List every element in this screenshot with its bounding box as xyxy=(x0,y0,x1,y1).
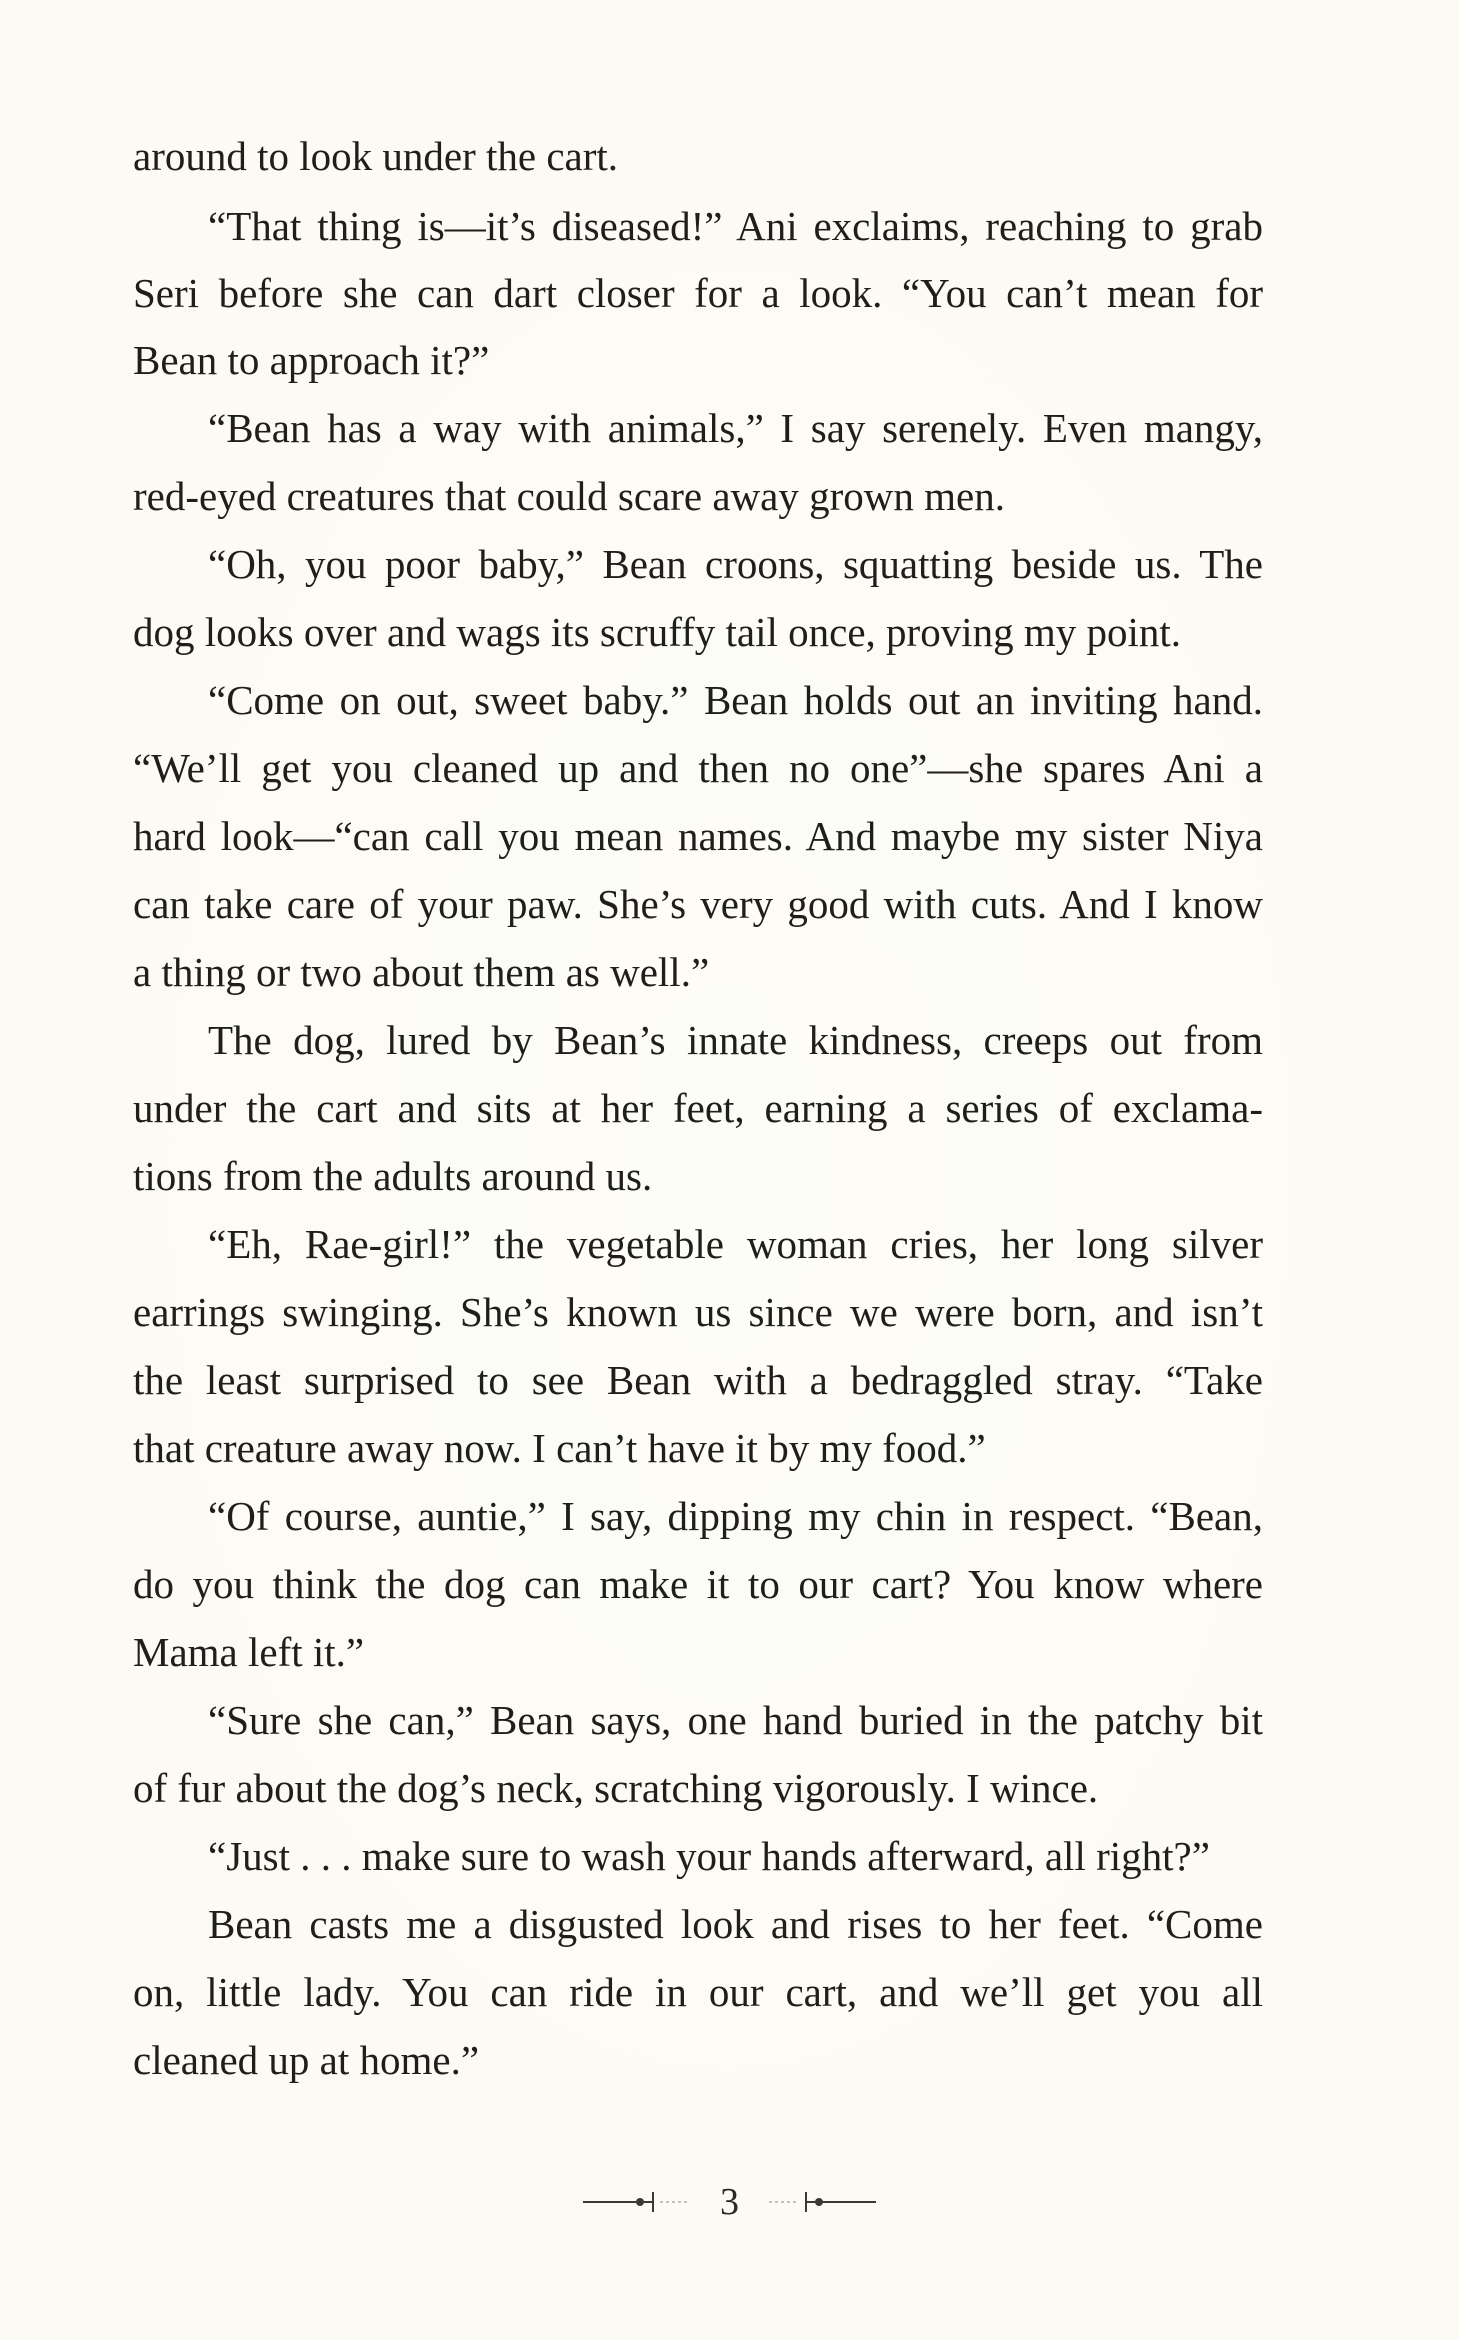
text-line: cleaned up at home.” xyxy=(133,2037,480,2083)
text-line: the least surprised to see Bean with a bedraggled stray. “Take xyxy=(133,1357,1263,1403)
text-line: “That thing is—it’s diseased!” Ani exclaims, reaching to grab xyxy=(208,203,1263,249)
text-line: Bean casts me a disgusted look and rises to her feet. “Come xyxy=(208,1901,1263,1947)
text-line: that creature away now. I can’t have it by my food.” xyxy=(133,1425,986,1471)
text-line: on, little lady. You can ride in our cart, and we’ll get you all xyxy=(133,1969,1263,2015)
text-line: earrings swinging. She’s known us since we were born, and isn’t xyxy=(133,1289,1263,1335)
right-ornament-icon xyxy=(761,2187,881,2217)
left-ornament-icon xyxy=(578,2187,698,2217)
text-line: tions from the adults around us. xyxy=(133,1153,653,1199)
text-line: “Come on out, sweet baby.” Bean holds out an inviting hand. xyxy=(208,677,1263,723)
text-line: “Bean has a way with animals,” I say serenely. Even mangy, xyxy=(208,405,1263,451)
text-line: “We’ll get you cleaned up and then no one”—she spares Ani a xyxy=(133,745,1263,791)
text-line: under the cart and sits at her feet, earning a series of exclama- xyxy=(133,1085,1263,1131)
text-line: The dog, lured by Bean’s innate kindness, creeps out from xyxy=(208,1017,1263,1063)
text-line: can take care of your paw. She’s very good with cuts. And I know xyxy=(133,881,1263,927)
text-line: Bean to approach it?” xyxy=(133,337,490,383)
text-line: Seri before she can dart closer for a look. “You can’t mean for xyxy=(133,270,1263,316)
page-footer xyxy=(0,2180,1459,2230)
text-line: red-eyed creatures that could scare away grown men. xyxy=(133,473,1005,519)
text-line: of fur about the dog’s neck, scratching vigorously. I wince. xyxy=(133,1765,1099,1811)
text-line: around to look under the cart. xyxy=(133,133,619,179)
text-line: “Of course, auntie,” I say, dipping my chin in respect. “Bean, xyxy=(208,1493,1263,1539)
text-line: “Oh, you poor baby,” Bean croons, squatting beside us. The xyxy=(208,541,1263,587)
text-line: “Just . . . make sure to wash your hands afterward, all right?” xyxy=(208,1833,1210,1879)
text-line: hard look—“can call you mean names. And maybe my sister Niya xyxy=(133,813,1263,859)
text-line: “Eh, Rae-girl!” the vegetable woman cries, her long silver xyxy=(208,1221,1263,1267)
text-line: “Sure she can,” Bean says, one hand buried in the patchy bit xyxy=(208,1697,1263,1743)
text-line: a thing or two about them as well.” xyxy=(133,949,710,995)
text-line: dog looks over and wags its scruffy tail once, proving my point. xyxy=(133,609,1182,655)
page-number: 3 xyxy=(720,2181,739,2223)
text-line: do you think the dog can make it to our cart? You know where xyxy=(133,1561,1263,1607)
text-line: Mama left it.” xyxy=(133,1629,365,1675)
